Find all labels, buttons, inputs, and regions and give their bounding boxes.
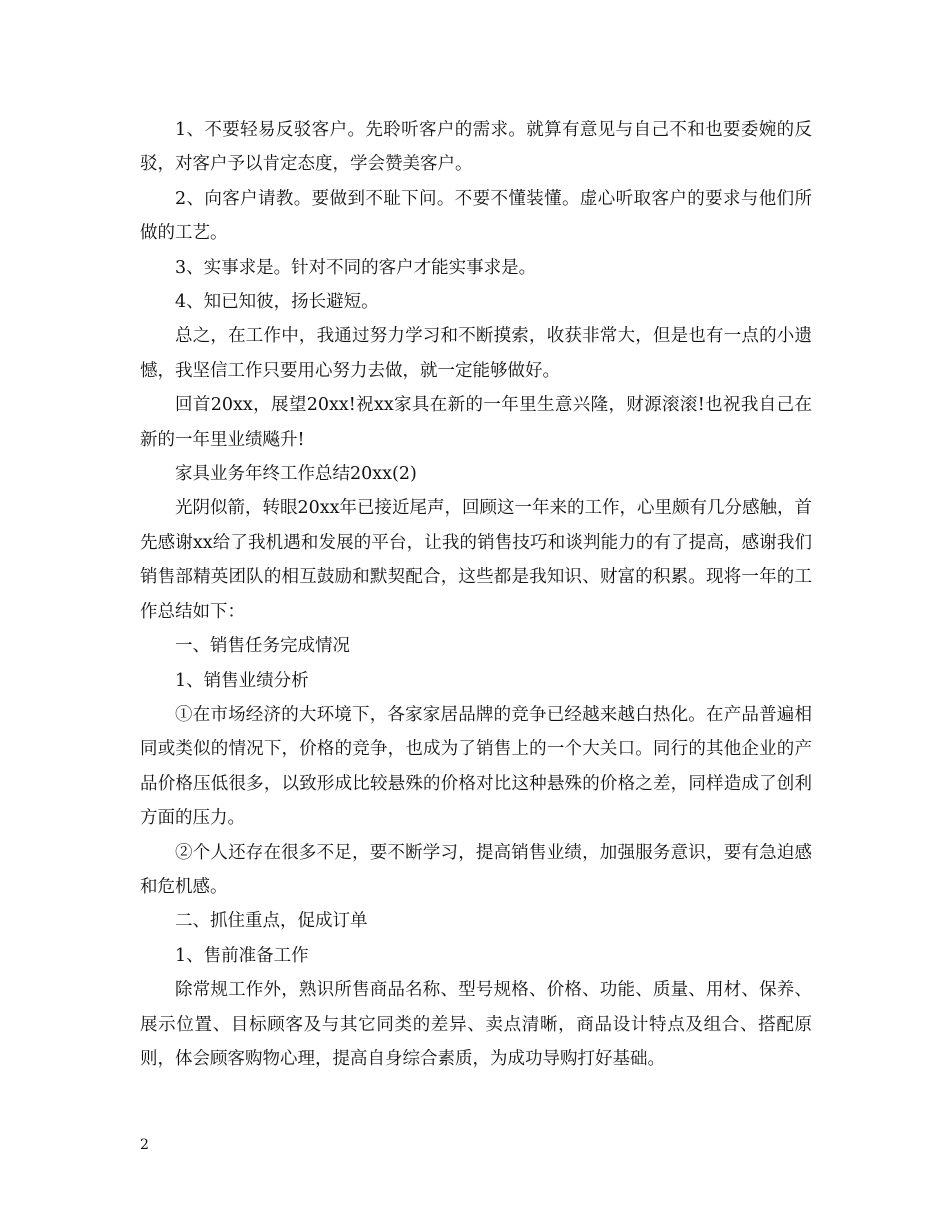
heading-presale-prep: 1、售前准备工作 [175, 945, 309, 966]
paragraph-11: ①在市场经济的大环境下，各家家居品牌的竞争已经越来越白热化。在产品普遍相同或类似的情况下，价格的竞争，也成为了销售上的一个大关口。同行的其他企业的产品价格压低很多，以致形成比较悬殊的价格对比这种悬殊的价格之差，同样造成了创利方面的压力。 [140, 704, 812, 829]
heading-sales-task: 一、销售任务完成情况 [175, 636, 350, 657]
paragraph-4: 4、知已知彼，扬长避短。 [175, 292, 379, 313]
paragraph-1: 1、不要轻易反驳客户。先聆听客户的需求。就算有意见与自己不和也要委婉的反驳，对客户予以肯定态度，学会赞美客户。 [140, 120, 812, 175]
paragraph-12: ②个人还存在很多不足，要不断学习，提高销售业绩，加强服务意识，要有急迫感和危机感。 [140, 842, 812, 897]
paragraph-6: 回首20xx，展望20xx!祝xx家具在新的一年里生意兴隆，财源滚滚!也祝我自己在新的一年里业绩飚升! [140, 395, 812, 450]
paragraph-8: 光阴似箭，转眼20xx年已接近尾声，回顾这一年来的工作，心里颇有几分感触，首先感谢xx给了我机遇和发展的平台，让我的销售技巧和谈判能力的有了提高，感谢我们销售部精英团队的相互鼓励和默契配合，这些都是我知识、财富的积累。现将一年的工作总结如下： [140, 498, 813, 622]
paragraph-15: 除常规工作外，熟识所售商品名称、型号规格、价格、功能、质量、用材、保养、展示位置、目标顾客及与其它同类的差异、卖点清晰，商品设计特点及组合、搭配原则，体会顾客购物心理，提高自身综合素质，为成功导购打好基础。 [140, 980, 812, 1069]
section-title: 家具业务年终工作总结20xx(2) [175, 464, 417, 485]
heading-focus-orders: 二、抓住重点，促成订单 [175, 911, 368, 932]
page-number: 2 [140, 1137, 149, 1153]
paragraph-2: 2、向客户请教。要做到不耻下问。不要不懂装懂。虚心听取客户的要求与他们所做的工艺。 [140, 188, 812, 244]
document-body [140, 113, 812, 1076]
paragraph-3: 3、实事求是。针对不同的客户才能实事求是。 [175, 257, 537, 278]
paragraph-5: 总之，在工作中，我通过努力学习和不断摸索，收获非常大，但是也有一点的小遗憾，我坚信工作只要用心努力去做，就一定能够做好。 [140, 326, 812, 381]
heading-sales-analysis: 1、销售业绩分析 [175, 670, 309, 691]
